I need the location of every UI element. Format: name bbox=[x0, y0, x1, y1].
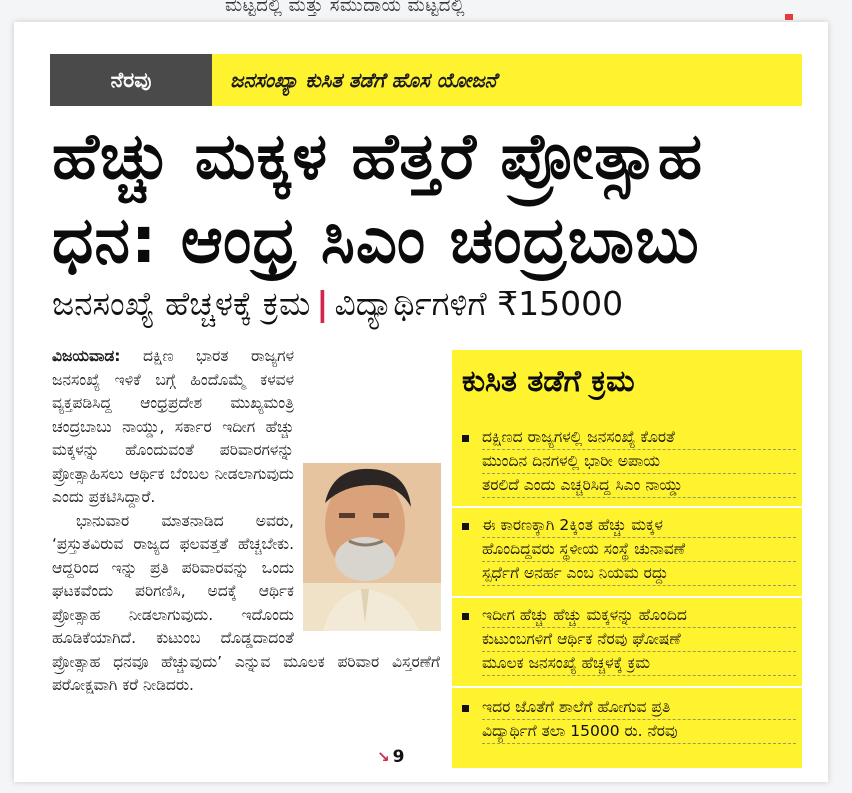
clipped-red-mark bbox=[785, 14, 793, 20]
clipped-previous-line bbox=[225, 0, 645, 22]
article-dateline: ವಿಜಯವಾಡ: bbox=[52, 347, 121, 365]
continue-page-number: 9 bbox=[392, 747, 405, 767]
sidebar-divider bbox=[452, 686, 802, 688]
sidebar-item-line: ಹೊಂದಿದ್ದವರು ಸ್ಥಳೀಯ ಸಂಸ್ಥೆ ಚುನಾವಣೆ bbox=[482, 538, 796, 562]
bullet-icon bbox=[462, 613, 469, 620]
sidebar-item-line: ಈ ಕಾರಣಕ್ಕಾಗಿ 2ಕ್ಕಿಂತ ಹೆಚ್ಚು ಮಕ್ಕಳ bbox=[482, 514, 796, 538]
subhead-right: ವಿದ್ಯಾರ್ಥಿಗಳಿಗೆ ₹15000 bbox=[334, 284, 624, 323]
banner-title: ಜನಸಂಖ್ಯಾ ಕುಸಿತ ತಡೆಗೆ ಹೊಸ ಯೋಜನೆ bbox=[230, 68, 497, 92]
sidebar-item-line: ವಿದ್ಯಾರ್ಥಿಗೆ ತಲಾ 15000 ರು. ನೆರವು bbox=[482, 720, 796, 744]
sidebar-title: ಕುಸಿತ ತಡೆಗೆ ಕ್ರಮ bbox=[462, 364, 635, 399]
continue-arrow-icon: ↘ bbox=[377, 748, 390, 766]
sidebar-item-line: ಇದೀಗ ಹೆಚ್ಚು ಹೆಚ್ಚು ಮಕ್ಕಳನ್ನು ಹೊಂದಿದ bbox=[482, 604, 796, 628]
sidebar-item-line: ಮೂಲಕ ಜನಸಂಖ್ಯೆ ಹೆಚ್ಚಳಕ್ಕೆ ಕ್ರಮ bbox=[482, 652, 796, 676]
sidebar-item bbox=[462, 426, 796, 498]
article-paragraph-2: ಭಾನುವಾರ ಮಾತನಾಡಿದ ಅವರು, ‘ಪ್ರಸ್ತುತವಿರುವ ರಾಜ್ಯದ ಫಲವತ್ತತೆ ಹೆಚ್ಚಬೇಕು. ಆದ್ದರಿಂದ ಇನ್ನು ಪ್ರತಿ ಪರಿವಾರವನ್ನು ಒಂದು ಘಟಕವೆಂದು ಪರಿಗಣಿಸಿ, ಅದಕ್ಕೆ ಆರ್ಥಿಕ ಪ್ರೋತ್ಸಾಹ ನೀಡಲಾಗುವುದು. ಇದೊಂದು ಹೂಡಿಕೆಯಾಗಿದೆ. ಕುಟುಂಬ ದೊಡ್ಡದಾದಂತೆ ಪ್ರೋತ್ಸಾಹ ಧನವೂ ಹೆಚ್ಚುವುದು’ ಎನ್ನುವ ಮೂಲಕ ಪರಿವಾರ ವಿಸ್ತರಣೆಗೆ ಪರೋಕ್ಷವಾಗಿ ಕರೆ ನೀಡಿದರು. bbox=[52, 511, 440, 694]
sidebar-item-line: ಮುಂದಿನ ದಿನಗಳಲ್ಲಿ ಭಾರೀ ಅಪಾಯ bbox=[482, 450, 796, 474]
bullet-icon bbox=[462, 435, 469, 442]
cm-photo bbox=[303, 463, 441, 631]
headline-line-1: ಹೆಚ್ಚು ಮಕ್ಕಳ ಹೆತ್ತರೆ ಪ್ರೋತ್ಸಾಹ bbox=[52, 120, 704, 194]
sidebar-divider bbox=[452, 506, 802, 508]
sidebar-item-line: ತರಲಿದೆ ಎಂದು ಎಚ್ಚರಿಸಿದ್ದ ಸಿಎಂ ನಾಯ್ಡು bbox=[482, 474, 796, 498]
subheadline bbox=[52, 284, 812, 324]
sidebar-item bbox=[462, 604, 796, 676]
bullet-icon bbox=[462, 705, 469, 712]
portrait-image bbox=[303, 463, 441, 631]
subhead-left: ಜನಸಂಖ್ಯೆ ಹೆಚ್ಚಳಕ್ಕೆ ಕ್ರಮ bbox=[52, 284, 311, 323]
banner-tag: ನೆರವು bbox=[50, 54, 212, 106]
headline-line-2: ಧನ: ಆಂಧ್ರ ಸಿಎಂ ಚಂದ್ರಬಾಬು bbox=[52, 204, 700, 278]
sidebar-item bbox=[462, 514, 796, 586]
sidebar-box bbox=[452, 350, 802, 768]
continued-on-page bbox=[377, 747, 404, 767]
bullet-icon bbox=[462, 523, 469, 530]
clipped-text: ಮಟ್ಟದಲ್ಲಿ ಮತ್ತು ಸಮುದಾಯ ಮಟ್ಟದಲ್ಲಿ bbox=[225, 0, 466, 16]
sidebar-divider bbox=[452, 596, 802, 598]
sidebar-item-line: ಇದರ ಜೊತೆಗೆ ಶಾಲೆಗೆ ಹೋಗುವ ಪ್ರತಿ bbox=[482, 696, 796, 720]
sidebar-item-line: ಕುಟುಂಬಗಳಿಗೆ ಆರ್ಥಿಕ ನೆರವು ಘೋಷಣೆ bbox=[482, 628, 796, 652]
headline bbox=[52, 115, 804, 283]
subhead-separator: | bbox=[316, 284, 329, 323]
sidebar-item-line: ಸ್ಪರ್ಧೆಗೆ ಅನರ್ಹ ಎಂಬ ನಿಯಮ ರದ್ದು bbox=[482, 562, 796, 586]
sidebar-item-line: ದಕ್ಷಿಣದ ರಾಜ್ಯಗಳಲ್ಲಿ ಜನಸಂಖ್ಯೆ ಕೊರತೆ bbox=[482, 426, 796, 450]
section-banner bbox=[50, 54, 802, 106]
article-paragraph-1: ದಕ್ಷಿಣ ಭಾರತ ರಾಜ್ಯಗಳ ಜನಸಂಖ್ಯೆ ಇಳಿಕೆ ಬಗ್ಗೆ ಹಿಂದೊಮ್ಮೆ ಕಳವಳ ವ್ಯಕ್ತಪಡಿಸಿದ್ದ ಆಂಧ್ರಪ್ರದೇಶ ಮುಖ್ಯಮಂತ್ರಿ ಚಂದ್ರಬಾಬು ನಾಯ್ಡು, ಸರ್ಕಾರ ಇದೀಗ ಹೆಚ್ಚು ಮಕ್ಕಳನ್ನು ಹೊಂದುವಂತೆ ಪರಿವಾರಗಳನ್ನು ಪ್ರೋತ್ಸಾಹಿಸಲು ಆರ್ಥಿಕ ಬೆಂಬಲ ನೀಡಲಾಗುವುದು ಎಂದು ಪ್ರಕಟಿಸಿದ್ದಾರೆ. bbox=[52, 347, 294, 506]
sidebar-item bbox=[462, 696, 796, 744]
